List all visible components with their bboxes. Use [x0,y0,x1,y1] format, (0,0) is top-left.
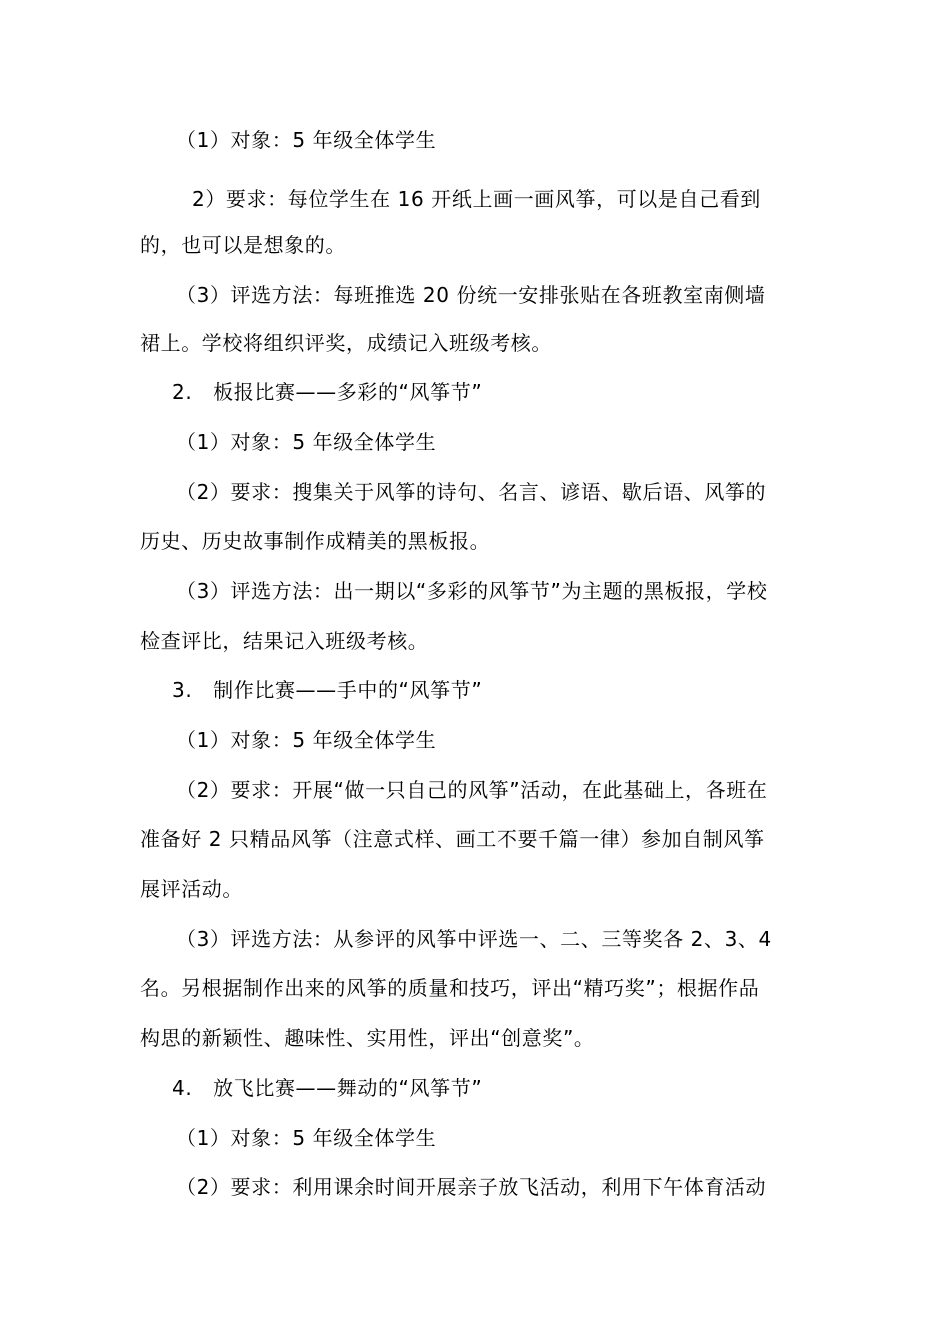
text-line: （2）要求：开展“做一只自己的风筝”活动，在此基础上，各班在 [176,778,768,802]
text-line: 历史、历史故事制作成精美的黑板报。 [140,529,491,553]
text-line: 裙上。学校将组织评奖，成绩记入班级考核。 [140,331,552,355]
text-line: （2）要求：搜集关于风筝的诗句、名言、谚语、歇后语、风筝的 [176,480,767,504]
text-line: 构思的新颖性、趣味性、实用性，评出“创意奖”。 [140,1026,595,1050]
text-line: （1）对象：5 年级全体学生 [176,728,437,752]
section-heading: 2. 板报比赛——多彩的“风筝节” [172,380,483,404]
text-line: （1）对象：5 年级全体学生 [176,128,437,152]
section-heading: 3. 制作比赛——手中的“风筝节” [172,678,483,702]
text-line: （3）评选方法：每班推选 20 份统一安排张贴在各班教室南侧墙 [176,283,766,307]
text-line: 的，也可以是想象的。 [140,233,346,257]
text-line: 检查评比，结果记入班级考核。 [140,629,429,653]
text-line: 2）要求：每位学生在 16 开纸上画一画风筝，可以是自己看到 [192,187,761,211]
text-line: （1）对象：5 年级全体学生 [176,430,437,454]
text-line: （3）评选方法：出一期以“多彩的风筝节”为主题的黑板报，学校 [176,579,768,603]
text-line: 展评活动。 [140,877,243,901]
text-line: 准备好 2 只精品风筝（注意式样、画工不要千篇一律）参加自制风筝 [140,827,765,851]
section-heading: 4. 放飞比赛——舞动的“风筝节” [172,1076,483,1100]
text-line: （2）要求：利用课余时间开展亲子放飞活动，利用下午体育活动 [176,1175,767,1199]
text-line: （1）对象：5 年级全体学生 [176,1126,437,1150]
text-line: 名。另根据制作出来的风筝的质量和技巧，评出“精巧奖”；根据作品 [140,976,760,1000]
text-line: （3）评选方法：从参评的风筝中评选一、二、三等奖各 2、3、4 [176,927,772,951]
